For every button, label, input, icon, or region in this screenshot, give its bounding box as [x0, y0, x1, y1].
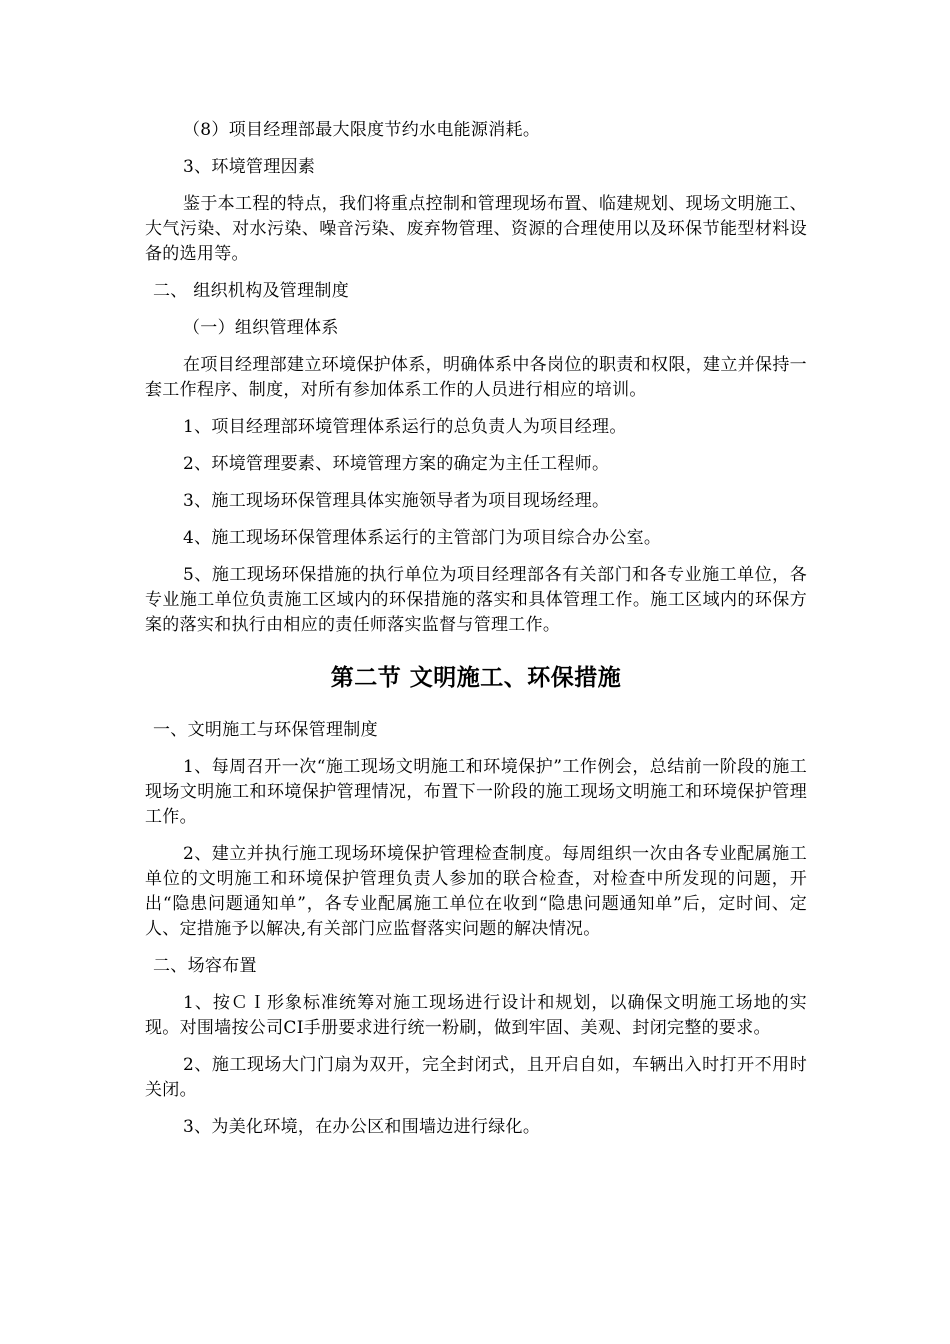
list-item: 3、为美化环境，在办公区和围墙边进行绿化。: [183, 1117, 541, 1137]
section-heading: 一、文明施工与环保管理制度: [153, 720, 378, 740]
list-item: 1、按ＣＩ形象标准统筹对施工现场进行设计和规划，以确保文明施工场地的实现。对围墙按公司CI手册要求进行统一粉刷，做到牢固、美观、封闭完整的要求。: [145, 993, 807, 1038]
list-item: 3、施工现场环保管理具体实施领导者为项目现场经理。: [183, 491, 610, 511]
list-item: 2、施工现场大门门扇为双开，完全封闭式，且开启自如，车辆出入时打开不用时关闭。: [145, 1055, 807, 1100]
section-title: 第二节 文明施工、环保措施: [330, 665, 622, 691]
body-paragraph: 鉴于本工程的特点，我们将重点控制和管理现场布置、临建规划、现场文明施工、大气污染、对水污染、噪音污染、废弃物管理、资源的合理使用以及环保节能型材料设备的选用等。: [145, 194, 807, 264]
document-page: [145, 118, 807, 1140]
list-item: 2、建立并执行施工现场环境保护管理检查制度。每周组织一次由各专业配属施工单位的文明施工和环境保护管理负责人参加的联合检查，对检查中所发现的问题，开出“隐患问题通知单”，各专业配属施工单位在收到“隐患问题通知单”后，定时间、定人、定措施予以解决,有关部门应监督落实问题的解决情况。: [145, 844, 807, 939]
list-item: 1、项目经理部环境管理体系运行的总负责人为项目经理。: [183, 417, 627, 437]
list-item: 4、施工现场环保管理体系运行的主管部门为项目综合办公室。: [183, 528, 662, 548]
section-heading: 二、 组织机构及管理制度: [153, 281, 350, 301]
body-paragraph: 在项目经理部建立环境保护体系，明确体系中各岗位的职责和权限，建立并保持一套工作程序、制度，对所有参加体系工作的人员进行相应的培训。: [145, 355, 807, 400]
subheading: 3、环境管理因素: [183, 157, 316, 177]
list-item: 1、每周召开一次“施工现场文明施工和环境保护”工作例会，总结前一阶段的施工现场文明施工和环境保护管理情况，布置下一阶段的施工现场文明施工和环境保护管理工作。: [145, 757, 807, 827]
subheading: （一）组织管理体系: [183, 318, 339, 338]
section-heading: 二、场容布置: [153, 956, 257, 976]
list-item: 2、环境管理要素、环境管理方案的确定为主任工程师。: [183, 454, 610, 474]
list-item: 5、施工现场环保措施的执行单位为项目经理部各有关部门和各专业施工单位，各专业施工单位负责施工区域内的环保措施的落实和具体管理工作。施工区域内的环保方案的落实和执行由相应的责任师落实监督与管理工作。: [145, 565, 807, 635]
list-item: （8）项目经理部最大限度节约水电能源消耗。: [183, 120, 541, 140]
